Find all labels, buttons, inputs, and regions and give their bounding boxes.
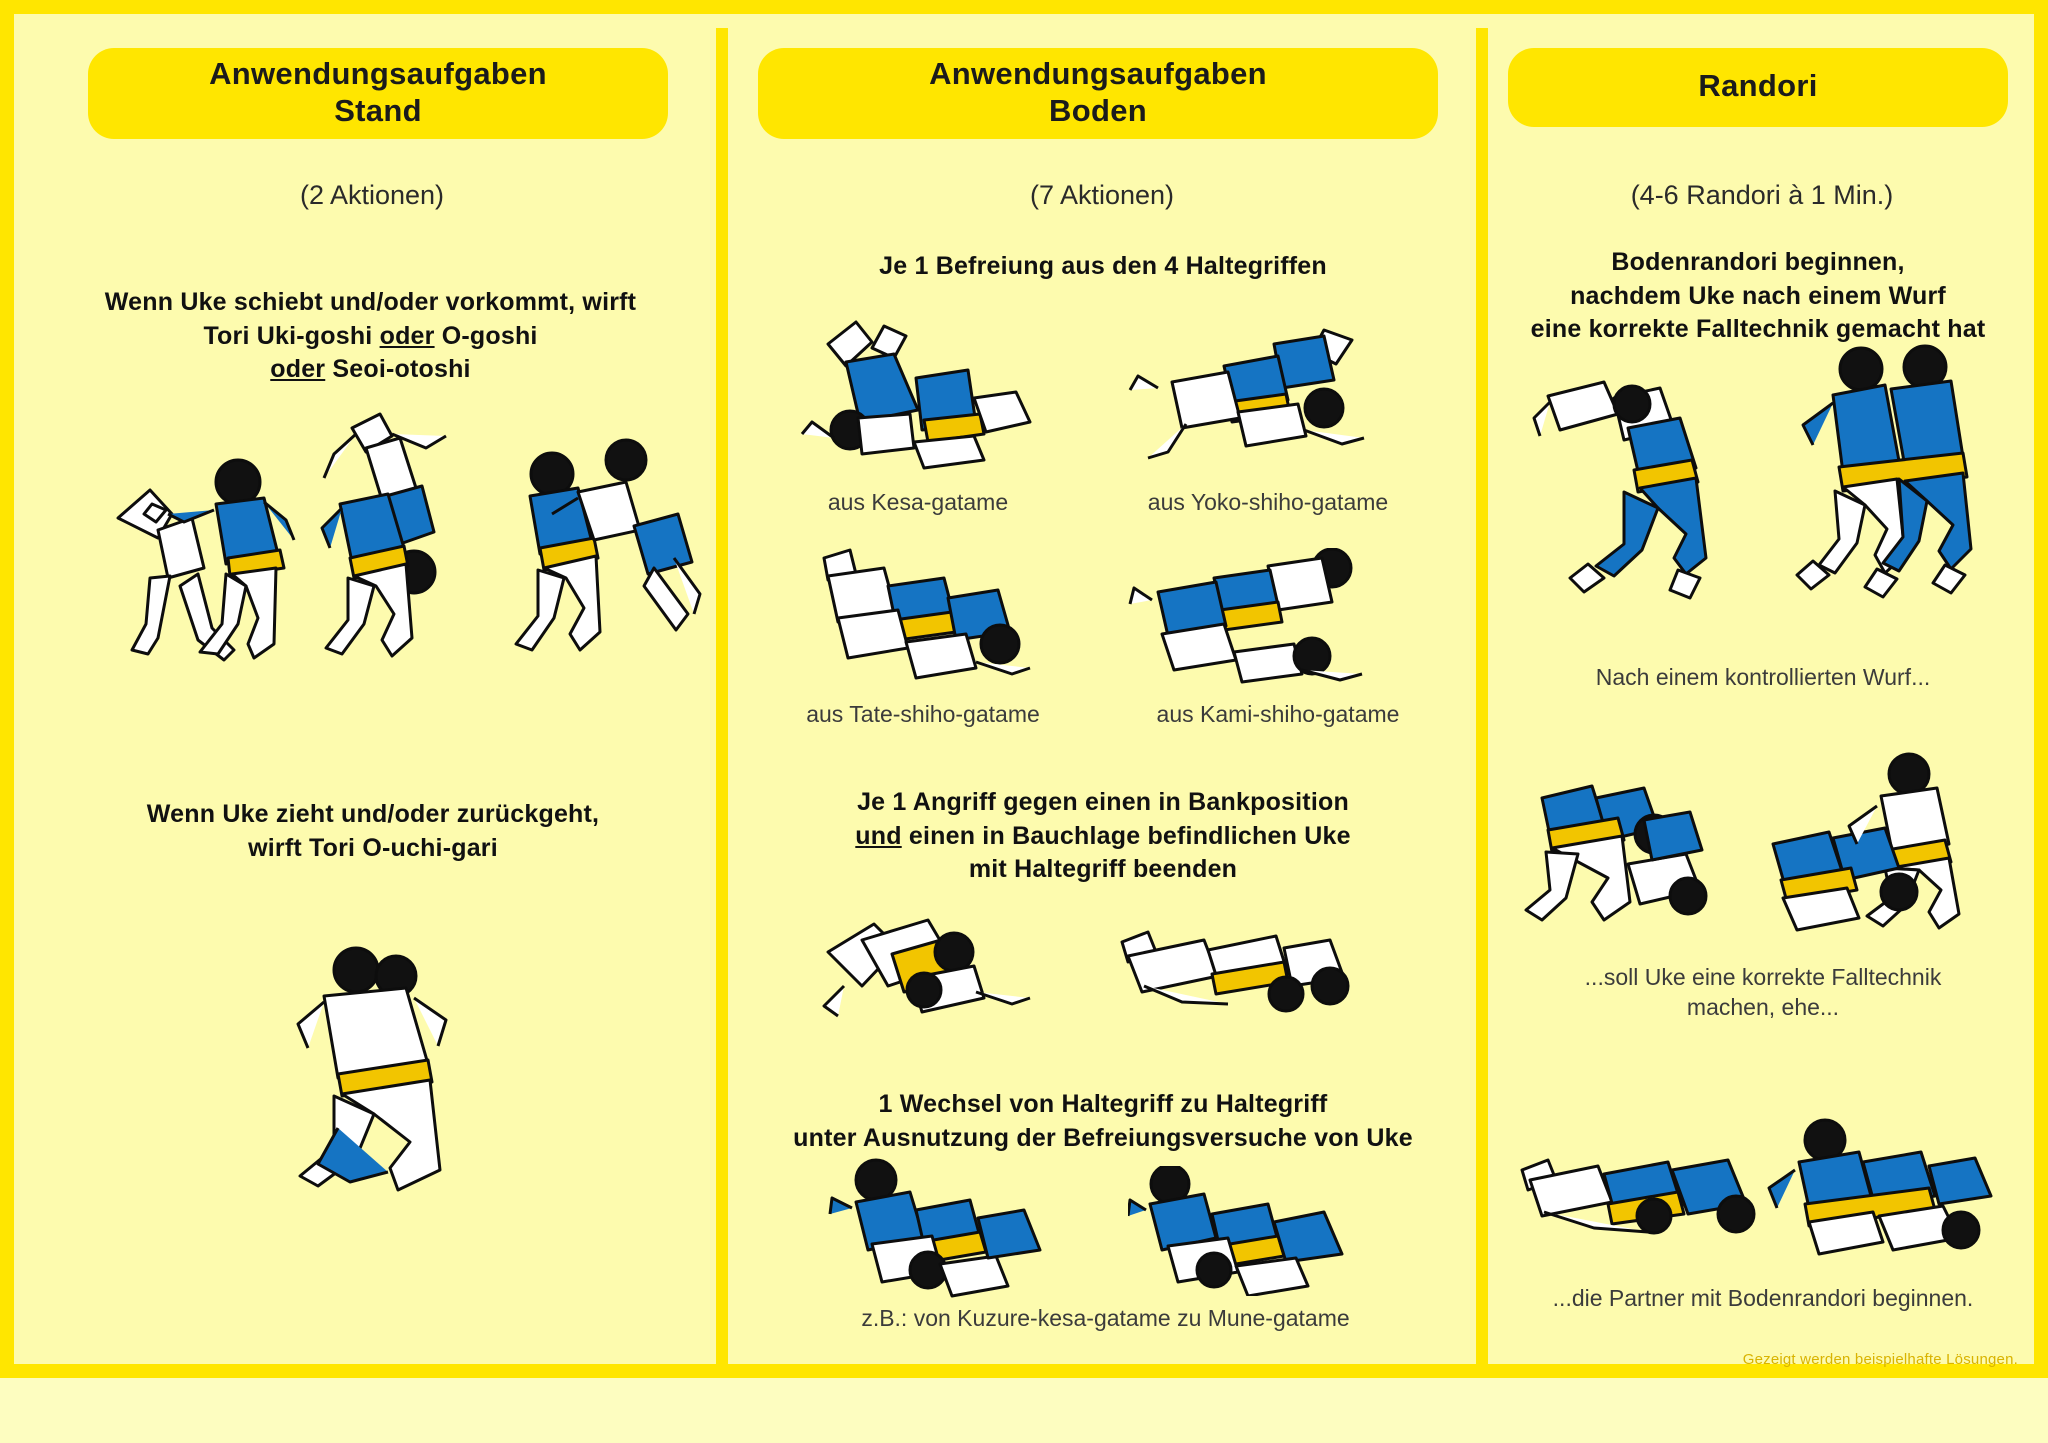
stand-task1-text	[48, 286, 693, 387]
stand-figure-o-uchi-gari	[278, 928, 498, 1218]
randori-heading-line2: nachdem Uke nach einem Wurf	[1570, 281, 1946, 310]
boden-task3-heading	[738, 1088, 1468, 1155]
boden-figure-bankposition	[808, 894, 1038, 1024]
randori-caption-1: Nach einem kontrollierten Wurf...	[1595, 664, 1931, 690]
boden-figure-bauchlage	[1108, 908, 1358, 1018]
stand-task2-line2: wirft Tori O-uchi-gari	[248, 833, 498, 862]
column-randori-title	[1508, 48, 2008, 127]
randori-figure-falltechnik-1	[1518, 768, 1738, 948]
randori-figure-bodenrandori-1	[1508, 1128, 1758, 1258]
column-boden-title-line1: Anwendungsaufgaben	[929, 56, 1267, 91]
randori-figure-grip	[1773, 333, 2003, 608]
boden-task3-line1: 1 Wechsel von Haltegriff zu Haltegriff	[878, 1090, 1328, 1118]
boden-task2-line3: mit Haltegriff beenden	[968, 855, 1238, 883]
column-stand-title-line1: Anwendungsaufgaben	[209, 56, 547, 91]
boden-figure-kesa-gatame	[798, 318, 1038, 478]
boden-caption-wechsel: z.B.: von Kuzure-kesa-gatame zu Mune-gatame	[861, 1305, 1350, 1331]
boden-task1-heading: Je 1 Befreiung aus den 4 Haltegriffen	[879, 252, 1327, 280]
boden-figure-tate-shiho-gatame	[798, 548, 1038, 698]
stand-task1-underline-2: oder	[270, 355, 326, 383]
boden-caption-tate-shiho-gatame: aus Tate-shiho-gatame	[806, 701, 1040, 727]
boden-caption-kami-shiho-gatame: aus Kami-shiho-gatame	[1156, 701, 1400, 727]
column-stand-title	[88, 48, 668, 139]
randori-caption-2	[1508, 963, 2018, 1023]
column-boden-subtitle: (7 Aktionen)	[1029, 180, 1175, 210]
poster-credit: Gezeigt werden beispielhafte Lösungen.	[1742, 1351, 2018, 1368]
column-boden-title-line2: Boden	[1049, 92, 1147, 128]
stand-task1-line1: Wenn Uke schiebt und/oder vorkommt, wirft	[104, 288, 637, 316]
stand-figure-o-goshi	[296, 408, 496, 673]
stand-task1-line2: Tori Uki-goshi oder O-goshi	[203, 321, 538, 350]
column-randori-subtitle: (4-6 Randori à 1 Min.)	[1630, 180, 1894, 210]
column-randori-title-line1: Randori	[1698, 68, 1818, 103]
boden-task3-line2: unter Ausnutzung der Befreiungsversuche von Uke	[793, 1123, 1413, 1152]
stand-figure-uki-goshi	[88, 418, 298, 678]
randori-heading-line3: eine korrekte Falltechnik gemacht hat	[1530, 315, 1986, 343]
boden-task2-line2: und einen in Bauchlage befindlichen Uke	[855, 821, 1351, 850]
boden-figure-kuzure-kesa-gatame	[828, 1158, 1058, 1298]
randori-caption-3: ...die Partner mit Bodenrandori beginnen.	[1552, 1285, 1974, 1311]
column-boden	[728, 28, 1488, 1378]
boden-task2-heading	[748, 786, 1458, 887]
randori-caption-2-line2: machen, ehe...	[1686, 993, 1840, 1020]
randori-figure-throw	[1528, 358, 1768, 608]
randori-figure-bodenrandori-2	[1743, 1118, 2003, 1258]
boden-figure-kami-shiho-gatame	[1128, 548, 1378, 698]
boden-task2-line1: Je 1 Angriff gegen einen in Bankposition	[857, 788, 1349, 816]
boden-figure-yoko-shiho-gatame	[1128, 326, 1378, 476]
randori-figure-falltechnik-2	[1753, 748, 2003, 938]
poster-bottom-strip	[0, 1378, 2048, 1443]
stand-task1-underline-1: oder	[379, 321, 435, 350]
column-stand	[28, 28, 728, 1378]
stand-figure-seoi-otoshi	[508, 418, 708, 678]
boden-caption-yoko-shiho-gatame: aus Yoko-shiho-gatame	[1147, 489, 1389, 515]
stand-task2-text	[68, 798, 678, 865]
boden-figure-mune-gatame	[1128, 1166, 1368, 1296]
randori-heading-line1: Bodenrandori beginnen,	[1611, 248, 1905, 276]
column-stand-title-line2: Stand	[334, 92, 422, 128]
poster-columns	[28, 28, 2048, 1378]
boden-caption-kesa-gatame: aus Kesa-gatame	[827, 489, 1009, 515]
column-randori	[1488, 28, 2036, 1378]
randori-caption-2-line1: ...soll Uke eine korrekte Falltechnik	[1584, 964, 1942, 990]
stand-task1-line3: oder Seoi-otoshi	[270, 355, 471, 383]
boden-task2-underline: und	[855, 821, 902, 850]
column-stand-subtitle: (2 Aktionen)	[299, 180, 445, 210]
randori-heading	[1498, 246, 2018, 347]
stand-task2-line1: Wenn Uke zieht und/oder zurückgeht,	[146, 800, 600, 828]
column-boden-title	[758, 48, 1438, 139]
